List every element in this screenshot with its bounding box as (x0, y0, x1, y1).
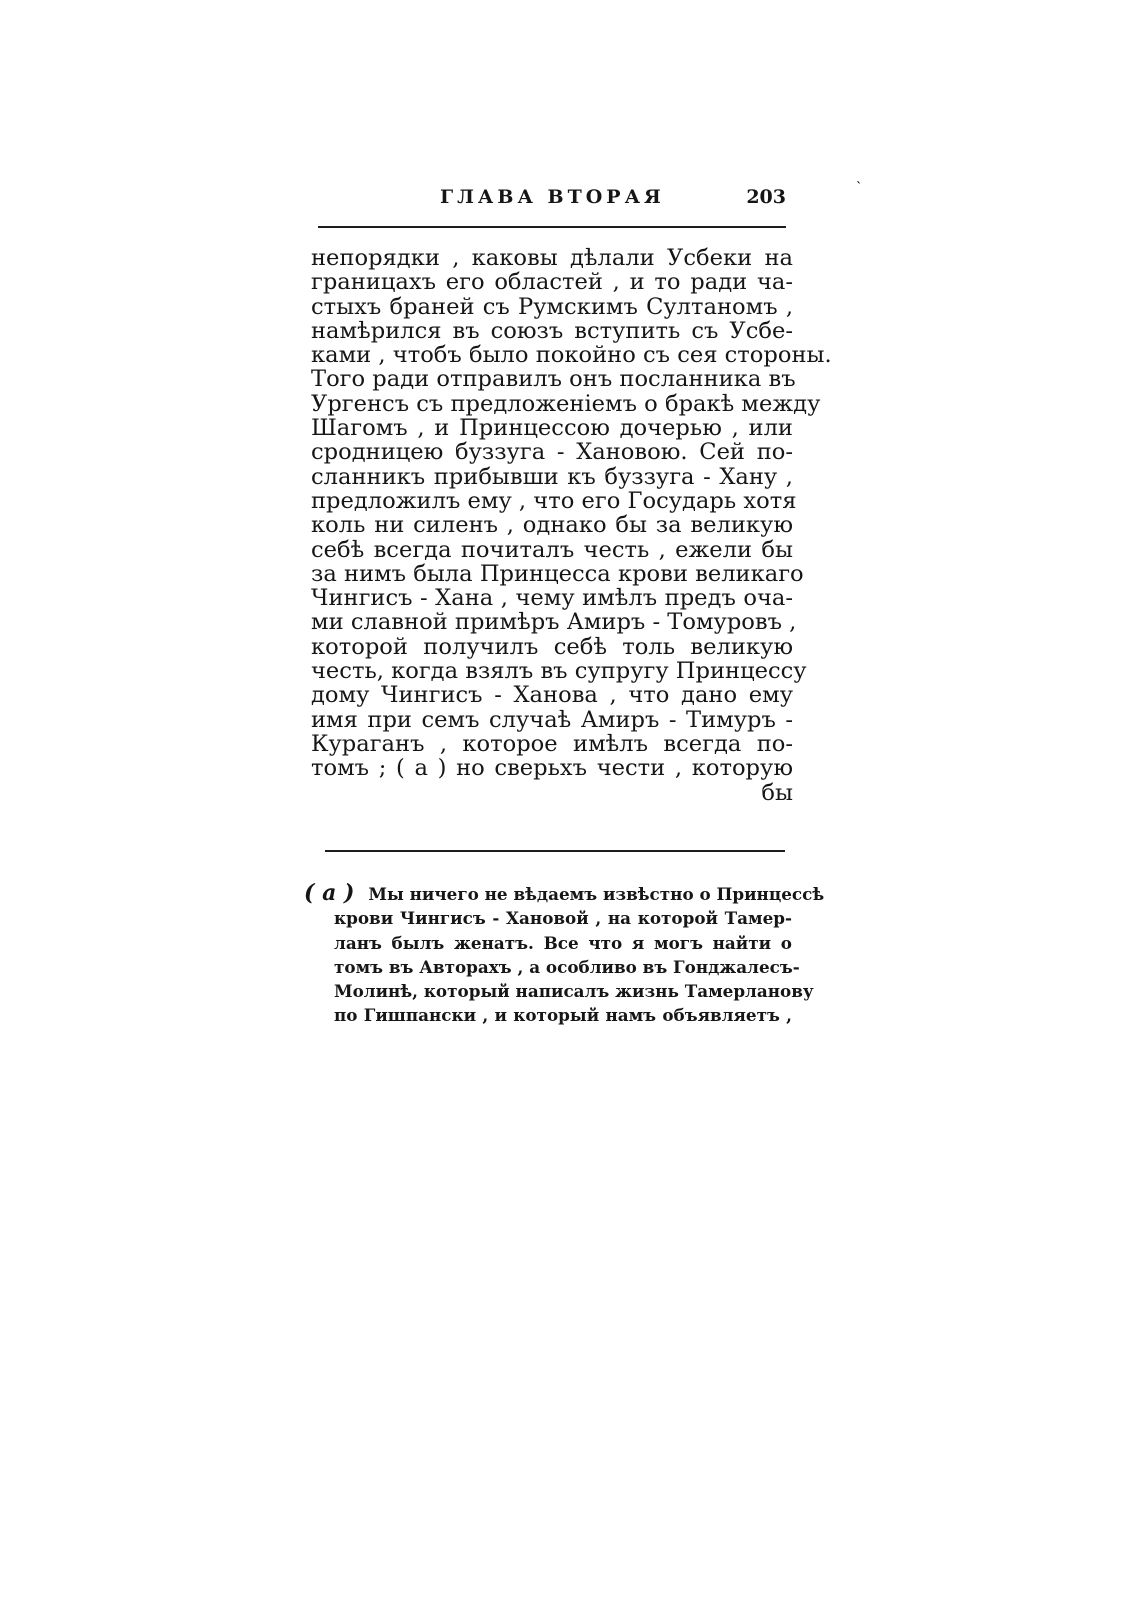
text-line: коль ни силенъ , однако бы за великую (311, 512, 793, 539)
chapter-title: ГЛАВА ВТОРАЯ (440, 186, 665, 208)
footnote (304, 880, 825, 1028)
page-number: 203 (746, 186, 786, 208)
footnote-line: по Гишпански , и который намъ объявляетъ , (334, 1005, 792, 1026)
text-line: Того ради отправилъ онъ посланника въ (311, 366, 796, 393)
text-line: имя при семъ случаѣ Амиръ - Тимуръ - (311, 706, 793, 733)
running-header (322, 186, 788, 220)
footnote-line: Молинѣ, который написалъ жизнь Тамерланову (334, 981, 814, 1002)
text-line: себѣ всегда почиталъ честь , ежели бы (311, 536, 793, 563)
catchword: бы (761, 779, 793, 806)
text-line: ми славной примѣръ Амиръ - Томуровъ , (311, 609, 797, 636)
text-line: Шагомъ , и Принцессою дочерью , или (311, 415, 793, 442)
footnote-line: Мы ничего не вѣдаемъ извѣстно о Принцессѣ (368, 884, 825, 904)
text-line: томъ ; ( а ) но сверьхъ чести , которую (311, 755, 793, 782)
text-line: непорядки , каковы дѣлали Усбеки на (311, 245, 793, 271)
text-line: Кураганъ , которое имѣлъ всегда по- (311, 730, 793, 757)
footnote-rule (325, 850, 785, 852)
header-rule (318, 226, 786, 228)
text-line: намѣрился въ союзъ вступить съ Усбе- (311, 317, 793, 344)
main-text (311, 245, 832, 806)
text-line: дому Чингисъ - Ханова , что дано ему (311, 682, 793, 709)
text-line: ками , чтобъ было покойно съ сея стороны. (311, 342, 832, 369)
text-line: честь, когда взялъ въ супругу Принцессу (311, 658, 807, 685)
footnote-first-line (304, 880, 825, 906)
text-line: сродницею буззуга - Хановою. Сей по- (311, 439, 793, 466)
stray-print-mark: ` (856, 180, 862, 194)
footnote-line: томъ въ Авторахъ , а особливо въ Гонджалесъ- (334, 956, 800, 977)
footnote-line: ланъ былъ женатъ. Все что я могъ найти о (334, 932, 792, 953)
text-line: Ургенсъ съ предложенiемъ о бракѣ между (311, 390, 821, 417)
footnote-line: крови Чингисъ - Хановой , на которой Тамер- (334, 908, 792, 929)
text-line: за нимъ была Принцесса крови великаго (311, 560, 804, 587)
footnote-marker: ( а ) (304, 880, 355, 906)
text-line: которой получилъ себѣ толь великую (311, 633, 793, 660)
text-line: границахъ его областей , и то ради ча- (311, 269, 793, 296)
text-line: предложилъ ему , что его Государь хотя (311, 487, 797, 514)
text-line: стыхъ браней съ Румскимъ Султаномъ , (311, 293, 793, 320)
text-line: сланникъ прибывши къ буззуга - Хану , (311, 463, 793, 490)
text-line: Чингисъ - Хана , чему имѣлъ предъ оча- (311, 585, 793, 612)
